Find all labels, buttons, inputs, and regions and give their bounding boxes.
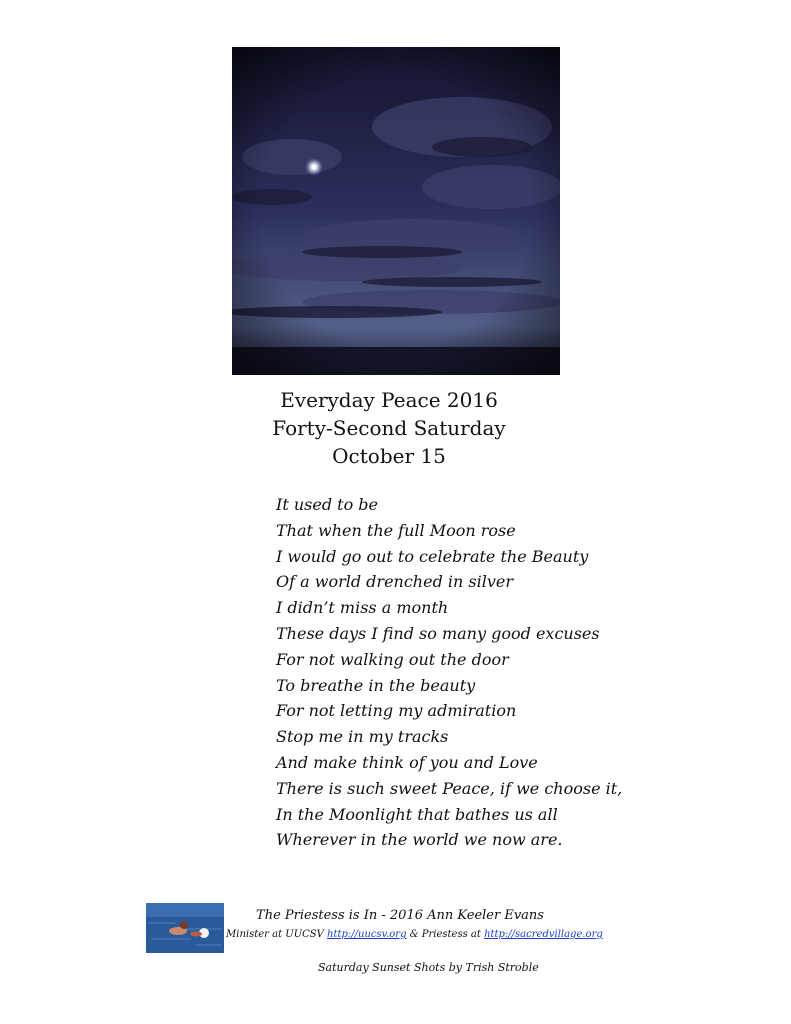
- poem-line: I would go out to celebrate the Beauty: [276, 546, 589, 566]
- poem-line: For not letting my admiration: [276, 701, 517, 721]
- uucsv-link[interactable]: http://uucsv.org: [327, 929, 407, 940]
- poem-line: These days I find so many good excuses: [276, 623, 600, 643]
- footer-links: [226, 929, 626, 940]
- poem: [276, 492, 756, 853]
- poem-line: Stop me in my tracks: [276, 727, 449, 747]
- minister-label: Minister at UUCSV: [226, 929, 324, 940]
- poem-line: There is such sweet Peace, if we choose it,: [276, 778, 623, 798]
- poem-line: It used to be: [276, 495, 379, 514]
- moonlit-sky-photo: [232, 47, 560, 375]
- footer-title: The Priestess is In - 2016 Ann Keeler Evans: [256, 908, 544, 923]
- poem-line: That when the full Moon rose: [276, 520, 516, 540]
- heading-block: [232, 386, 546, 470]
- poem-line: Wherever in the world we now are.: [276, 830, 563, 850]
- priestess-label: & Priestess at: [409, 929, 481, 940]
- page-date: October 15: [332, 444, 446, 468]
- photo-credit: Saturday Sunset Shots by Trish Stroble: [318, 961, 539, 974]
- page-subtitle: Forty-Second Saturday: [272, 416, 506, 440]
- poem-line: Of a world drenched in silver: [276, 572, 514, 592]
- poem-line: To breathe in the beauty: [276, 675, 476, 695]
- poem-line: In the Moonlight that bathes us all: [276, 804, 558, 824]
- sacredvillage-link[interactable]: http://sacredvillage.org: [484, 929, 603, 940]
- page-title: Everyday Peace 2016: [280, 388, 498, 412]
- poem-line: For not walking out the door: [276, 649, 509, 669]
- poem-line: And make think of you and Love: [276, 752, 538, 772]
- poem-line: I didn’t miss a month: [276, 598, 449, 618]
- swimmer-photo: [146, 903, 224, 953]
